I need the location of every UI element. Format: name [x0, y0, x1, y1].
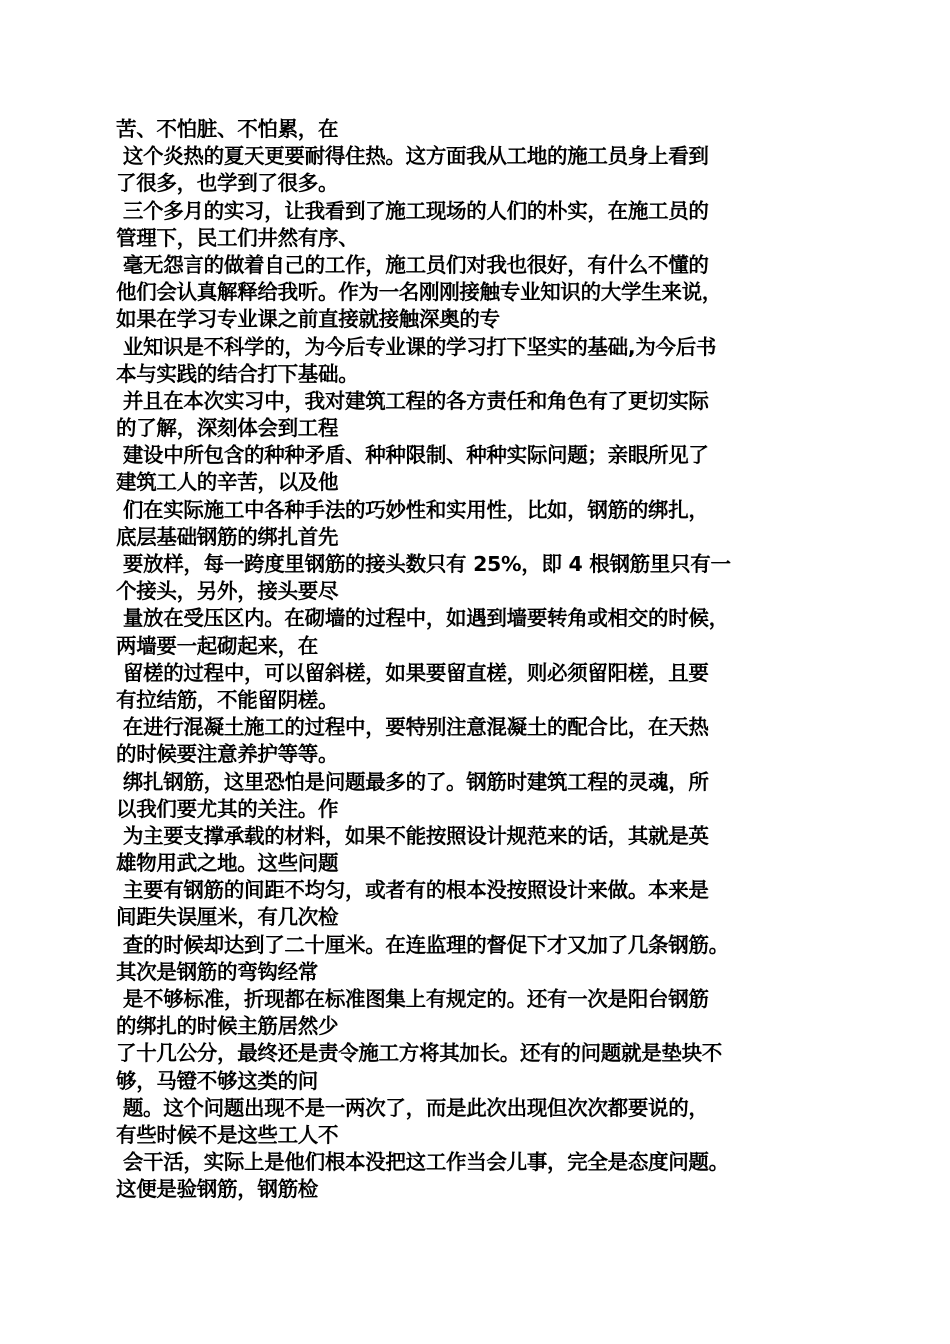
text-line: 这便是验钢筋，钢筋检	[116, 1177, 318, 1202]
text-line: 绑扎钢筋，这里恐怕是问题最多的了。钢筋时建筑工程的灵魂，所	[116, 769, 709, 794]
text-line: 有些时候不是这些工人不	[116, 1122, 339, 1147]
text-line: 是不够标准，折现都在标准图集上有规定的。还有一次是阳台钢筋	[116, 987, 709, 1011]
text-line: 毫无怨言的做着自己的工作，施工员们对我也很好，有什么不懂的	[116, 252, 709, 277]
text-line: 苦、不怕脏、不怕累，在	[116, 117, 339, 141]
text-line: 的时候要注意养护等等。	[116, 742, 339, 767]
text-line: 够，马镫不够这类的问	[116, 1068, 318, 1093]
text-line: 业知识是不科学的，为今后专业课的学习打下坚实的基础,为今后书	[116, 334, 717, 359]
text-line: 会干活，实际上是他们根本没把这工作当会儿事，完全是态度问题。	[116, 1150, 729, 1175]
text-line: 建设中所包含的种种矛盾、种种限制、种种实际问题；亲眼所见了	[116, 443, 709, 468]
text-line: 的绑扎的时候主筋居然少	[116, 1014, 339, 1039]
text-line: 题。这个问题出现不是一两次了，而是此次出现但次次都要说的，	[116, 1095, 709, 1120]
text-line: 雄物用武之地。这些问题	[116, 851, 339, 876]
text-line: 的了解，深刻体会到工程	[116, 416, 339, 441]
text-line: 主要有钢筋的间距不均匀，或者有的根本没按照设计来做。本来是	[116, 878, 709, 903]
text-line: 在进行混凝土施工的过程中，要特别注意混凝土的配合比，在天热	[116, 715, 709, 740]
text-line: 这个炎热的夏天更要耐得住热。这方面我从工地的施工员身上看到	[116, 144, 709, 169]
text-line: 间距失误厘米，有几次检	[116, 905, 339, 930]
text-line: 建筑工人的辛苦，以及他	[116, 470, 339, 495]
text-line: 量放在受压区内。在砌墙的过程中，如遇到墙要转角或相交的时候，	[116, 606, 729, 631]
text-line: 留槎的过程中，可以留斜槎，如果要留直槎，则必须留阳槎，且要	[116, 660, 709, 685]
text-line: 并且在本次实习中，我对建筑工程的各方责任和角色有了更切实际	[116, 388, 709, 413]
text-line: 三个多月的实习，让我看到了施工现场的人们的朴实，在施工员的	[116, 198, 709, 223]
text-line: 个接头，另外，接头要尽	[116, 579, 339, 604]
text-line: 要放样，每一跨度里钢筋的接头数只有 25%，即 4 根钢筋里只有一	[116, 552, 731, 576]
text-line: 以我们要尤其的关注。作	[116, 796, 339, 821]
text-line: 他们会认真解释给我听。作为一名刚刚接触专业知识的大学生来说，	[116, 280, 722, 305]
text-line: 管理下，民工们井然有序、	[116, 225, 359, 250]
text-line: 查的时候却达到了二十厘米。在连监理的督促下才又加了几条钢筋。	[116, 932, 729, 957]
text-line: 有拉结筋，不能留阴槎。	[116, 687, 339, 712]
text-line: 如果在学习专业课之前直接就接触深奥的专	[116, 307, 500, 332]
text-line: 底层基础钢筋的绑扎首先	[116, 524, 339, 549]
text-line: 其次是钢筋的弯钩经常	[116, 959, 318, 984]
text-line: 两墙要一起砌起来，在	[116, 633, 318, 658]
text-line: 了十几公分，最终还是责令施工方将其加长。还有的问题就是垫块不	[116, 1041, 722, 1066]
text-line: 了很多，也学到了很多。	[116, 171, 339, 196]
text-line: 本与实践的结合打下基础。	[116, 361, 359, 386]
body-text	[116, 116, 836, 1204]
text-line: 们在实际施工中各种手法的巧妙性和实用性，比如，钢筋的绑扎，	[116, 497, 709, 522]
text-line: 为主要支撑承载的材料，如果不能按照设计规范来的话，其就是英	[116, 823, 709, 848]
